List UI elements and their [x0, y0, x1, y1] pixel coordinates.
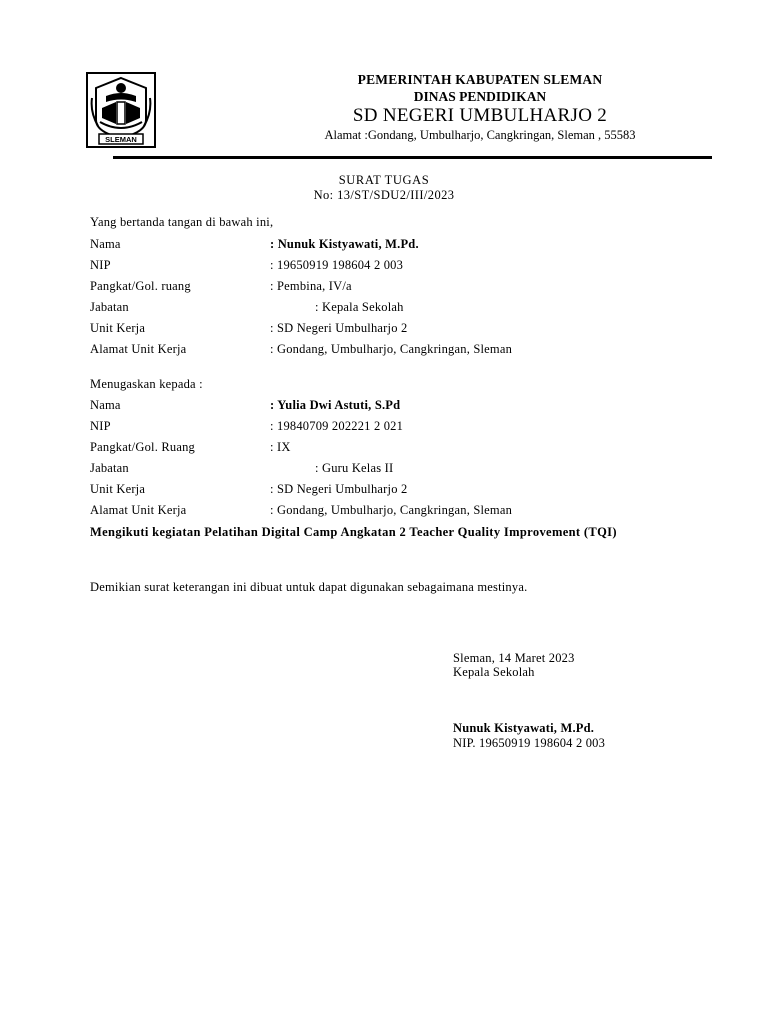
assignee-name-label: Nama — [90, 398, 121, 412]
government-name: PEMERINTAH KABUPATEN SLEMAN — [357, 72, 603, 87]
assignee-unit-label: Unit Kerja — [90, 482, 146, 496]
letterhead-divider — [113, 156, 712, 159]
sleman-emblem-logo — [86, 72, 156, 148]
issuer-name-value: : Nunuk Kistyawati, M.Pd. — [270, 237, 419, 251]
activity-statement: Mengikuti kegiatan Pelatihan Digital Camp Angkatan 2 Teacher Quality Improvement (TQI) — [90, 525, 617, 539]
issuer-name-label: Nama — [90, 237, 121, 251]
assignee-rank-label: Pangkat/Gol. Ruang — [90, 440, 195, 454]
school-address: Alamat :Gondang, Umbulharjo, Cangkringan, Sleman , 55583 — [324, 128, 636, 142]
assignee-address-label: Alamat Unit Kerja — [90, 503, 187, 517]
svg-text:SLEMAN: SLEMAN — [105, 135, 137, 144]
issuer-position-label: Jabatan — [90, 300, 129, 314]
issuer-rank-label: Pangkat/Gol. ruang — [90, 279, 191, 293]
issuer-nip-label: NIP — [90, 258, 111, 272]
signature-place-date: Sleman, 14 Maret 2023 — [453, 651, 575, 665]
letter-title: SURAT TUGAS — [338, 173, 430, 187]
issuer-unit-value: : SD Negeri Umbulharjo 2 — [270, 321, 408, 335]
signature-nip: NIP. 19650919 198604 2 003 — [453, 736, 606, 750]
signature-name: Nunuk Kistyawati, M.Pd. — [453, 721, 595, 735]
assignee-nip-label: NIP — [90, 419, 111, 433]
issuer-nip-value: : 19650919 198604 2 003 — [270, 258, 404, 272]
assignee-name-value: : Yulia Dwi Astuti, S.Pd — [270, 398, 401, 412]
assignee-unit-value: : SD Negeri Umbulharjo 2 — [270, 482, 408, 496]
issuer-position-value: : Kepala Sekolah — [315, 300, 404, 314]
assignee-nip-value: : 19840709 202221 2 021 — [270, 419, 404, 433]
issuer-rank-value: : Pembina, IV/a — [270, 279, 352, 293]
issuer-address-value: : Gondang, Umbulharjo, Cangkringan, Sleman — [270, 342, 513, 356]
letter-number: No: 13/ST/SDU2/III/2023 — [313, 188, 455, 202]
closing-statement: Demikian surat keterangan ini dibuat untuk dapat digunakan sebagaimana mestinya. — [90, 580, 528, 594]
department-name: DINAS PENDIDIKAN — [413, 89, 547, 104]
issuer-address-label: Alamat Unit Kerja — [90, 342, 187, 356]
assignee-position-value: : Guru Kelas II — [315, 461, 394, 475]
school-name: SD NEGERI UMBULHARJO 2 — [352, 105, 608, 126]
assignee-intro: Menugaskan kepada : — [90, 377, 203, 391]
issuer-intro: Yang bertanda tangan di bawah ini, — [90, 215, 274, 229]
issuer-unit-label: Unit Kerja — [90, 321, 146, 335]
assignee-address-value: : Gondang, Umbulharjo, Cangkringan, Sleman — [270, 503, 513, 517]
signature-position: Kepala Sekolah — [453, 665, 535, 679]
assignee-position-label: Jabatan — [90, 461, 129, 475]
assignee-rank-value: : IX — [270, 440, 291, 454]
